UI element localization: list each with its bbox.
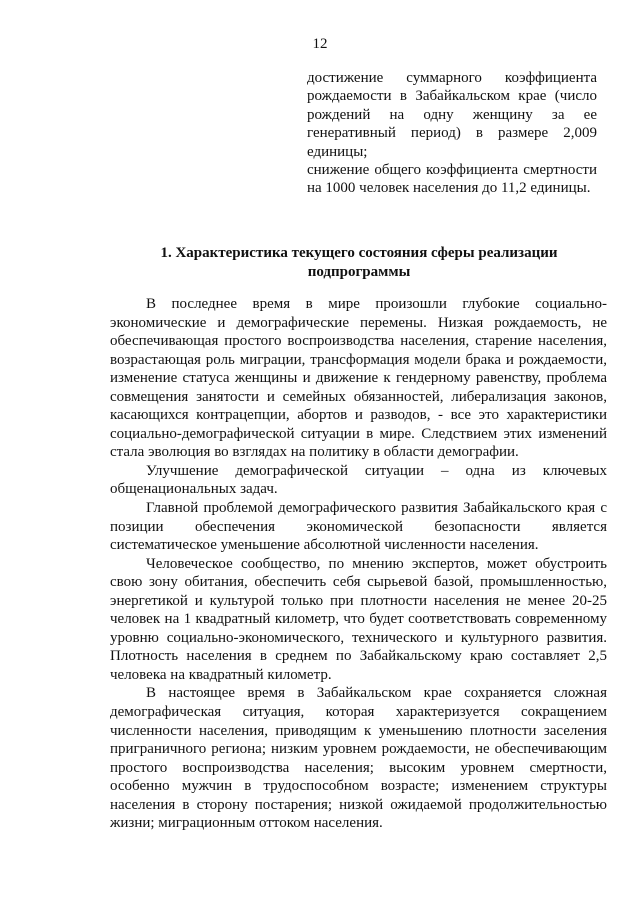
body-paragraph: В последнее время в мире произошли глубокие социально-экономические и демографические перемены. Низкая рождаемость, не обеспечивающая простого воспроизводства населения, старение населения, возрастающая роль миграции, трансформация модели брака и рождаемости, изменение статуса женщины и движение к гендерному равенству, проблема совмещения занятости и семейных обязанностей, либерализация законов, касающихся контрацепции, абортов и разводов, - все это характеристики социально-демографической ситуации в мире. Следствием этих изменений стала эволюция во взглядах на политику в области демографии. — [110, 296, 607, 461]
body-paragraph: Улучшение демографической ситуации – одна из ключевых общенациональных задач. — [110, 462, 607, 498]
page-number: 12 — [312, 36, 328, 52]
target-indicator-item: достижение суммарного коэффициента рождаемости в Забайкальском крае (число рождений на одну женщину за ее генеративный период) в размере 2,009 единицы; — [307, 70, 597, 160]
body-paragraph: Человеческое сообщество, по мнению экспертов, может обустроить свою зону обитания, обеспечить себя сырьевой базой, промышленностью, энергетикой и культурой только при плотности населения не менее 20-25 человек на 1 квадратный километр, что будет соответствовать современному уровню социально-экономического, технического и культурного развития. Плотность населения в среднем по Забайкальскому краю составляет 2,5 человека на квадратный километр. — [110, 555, 607, 683]
target-indicator-item: снижение общего коэффициента смертности на 1000 человек населения до 11,2 единицы. — [307, 162, 597, 197]
target-indicators-list — [307, 69, 597, 198]
section-title: 1. Характеристика текущего состояния сферы реализации подпрограммы — [160, 245, 558, 280]
section-body — [110, 295, 607, 833]
body-paragraph: Главной проблемой демографического развития Забайкальского края с позиции обеспечения экономической безопасности является систематическое уменьшение абсолютной численности населения. — [110, 500, 607, 554]
body-paragraph: В настоящее время в Забайкальском крае сохраняется сложная демографическая ситуация, которая характеризуется сокращением численности населения, приводящим к уменьшению плотности заселения приграничного региона; низким уровнем рождаемости, не обеспечивающим простого воспроизводства населения; высоким уровнем смертности, особенно мужчин в трудоспособном возрасте; изменением структуры населения в сторону постарения; низкой ожидаемой продолжительностью жизни; миграционным оттоком населения. — [110, 685, 607, 832]
